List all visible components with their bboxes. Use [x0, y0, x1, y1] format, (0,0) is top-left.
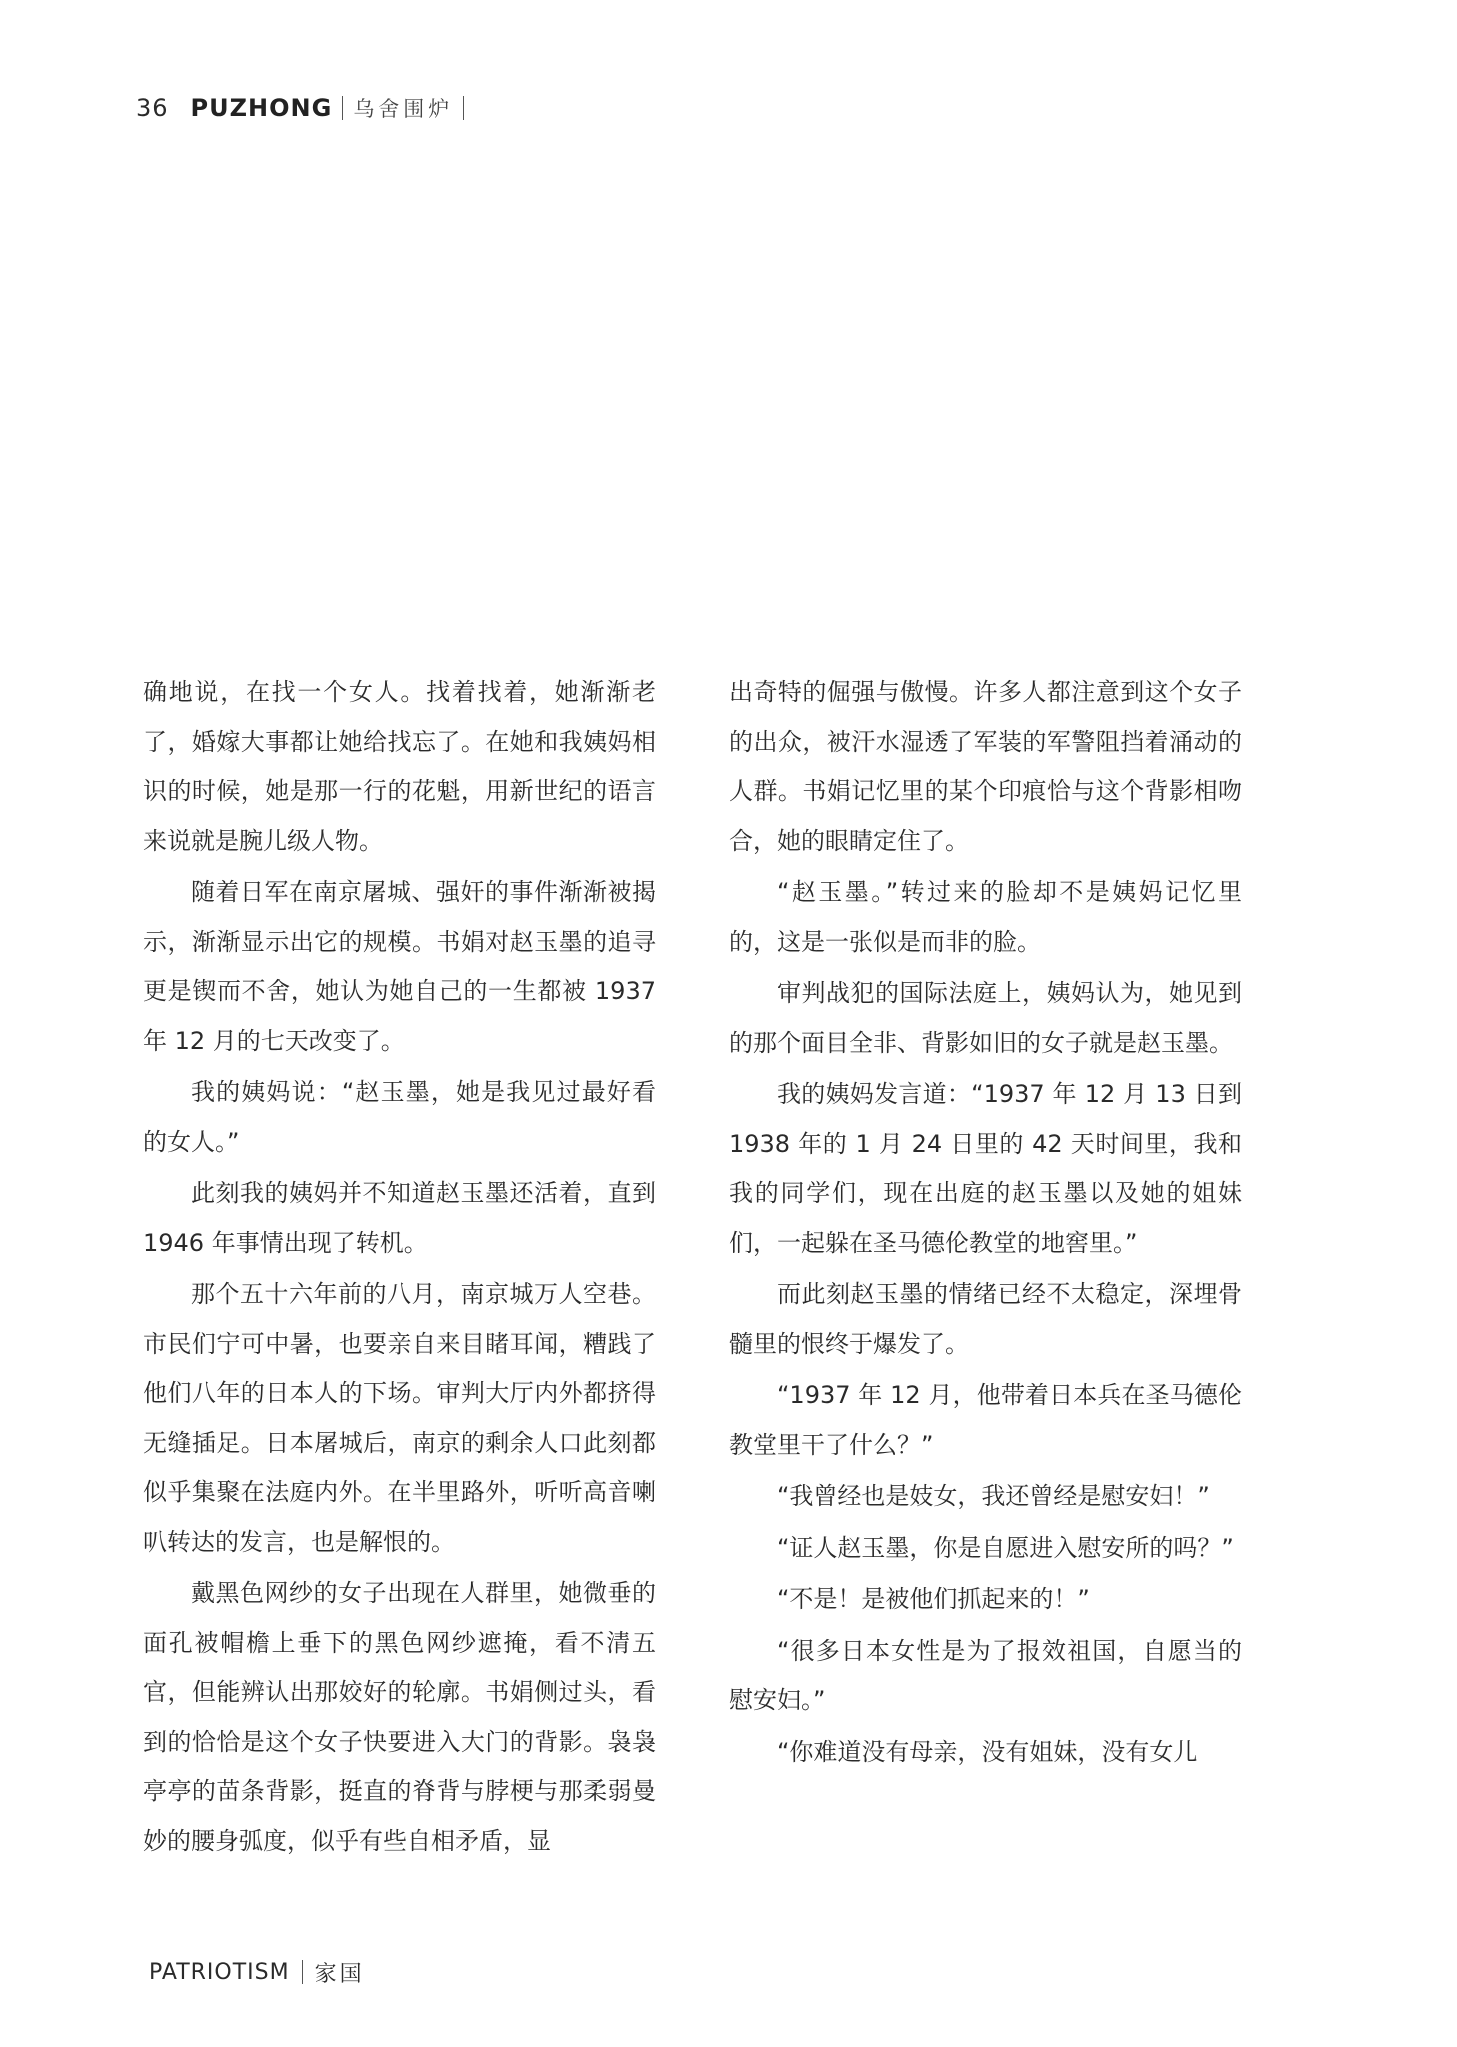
paragraph: 我的姨妈发言道：“1937 年 12 月 13 日到 1938 年的 1 月 24 日里的 42 天时间里，我和我的同学们，现在出庭的赵玉墨以及她的姐妹们，一起躲在圣马德伦教堂的地窖里。”: [729, 1080, 1242, 1257]
paragraph: 确地说，在找一个女人。找着找着，她渐渐老了，婚嫁大事都让她给找忘了。在她和我姨妈相识的时候，她是那一行的花魁，用新世纪的语言来说就是腕儿级人物。: [143, 678, 656, 855]
section-name: 乌舍围炉: [353, 97, 454, 121]
paragraph: 戴黑色网纱的女子出现在人群里，她微垂的面孔被帽檐上垂下的黑色网纱遮掩，看不清五官，但能辨认出那姣好的轮廓。书娟侧过头，看到的恰恰是这个女子快要进入大门的背影。袅袅亭亭的苗条背影，挺直的脊背与脖梗与那柔弱曼妙的腰身弧度，似乎有些自相矛盾，显: [143, 1579, 656, 1855]
paragraph: “证人赵玉墨，你是自愿进入慰安所的吗？”: [777, 1533, 1234, 1562]
paragraph: “不是！是被他们抓起来的！”: [777, 1585, 1090, 1613]
footer-divider: [302, 1960, 303, 1984]
magazine-name: PUZHONG: [190, 94, 333, 122]
page-header: [136, 88, 474, 128]
paragraph: 随着日军在南京屠城、强奸的事件渐渐被揭示，渐渐显示出它的规模。书娟对赵玉墨的追寻更是锲而不舍，她认为她自己的一生都被 1937 年 12 月的七天改变了。: [143, 878, 656, 1055]
text-column-right: [729, 668, 1242, 1779]
paragraph: “1937 年 12 月，他带着日本兵在圣马德伦教堂里干了什么？”: [729, 1381, 1242, 1459]
paragraph: 此刻我的姨妈并不知道赵玉墨还活着，直到 1946 年事情出现了转机。: [143, 1179, 656, 1257]
paragraph: “很多日本女性是为了报效祖国，自愿当的慰安妇。”: [729, 1636, 1242, 1714]
paragraph: “你难道没有母亲，没有姐妹，没有女儿: [777, 1737, 1198, 1766]
text-column-left: [143, 668, 656, 1868]
paragraph: “赵玉墨。”转过来的脸却不是姨妈记忆里的，这是一张似是而非的脸。: [729, 878, 1242, 956]
paragraph: 我的姨妈说：“赵玉墨，她是我见过最好看的女人。”: [143, 1078, 656, 1156]
paragraph: 那个五十六年前的八月，南京城万人空巷。市民们宁可中暑，也要亲自来目睹耳闻，糟践了他们八年的日本人的下场。审判大厅内外都挤得无缝插足。日本屠城后，南京的剩余人口此刻都似乎集聚在法庭内外。在半里路外，听听高音喇叭转达的发言，也是解恨的。: [143, 1280, 656, 1556]
footer-section-english: PATRIOTISM: [149, 1959, 290, 1985]
header-divider: [342, 96, 343, 120]
paragraph: 审判战犯的国际法庭上，姨妈认为，她见到的那个面目全非、背影如旧的女子就是赵玉墨。: [729, 979, 1242, 1057]
header-divider: [463, 96, 464, 120]
paragraph: “我曾经也是妓女，我还曾经是慰安妇！”: [777, 1482, 1210, 1510]
page-footer: [149, 1954, 365, 1990]
footer-section-chinese: 家国: [314, 1961, 365, 1987]
paragraph: 出奇特的倔强与傲慢。许多人都注意到这个女子的出众，被汗水湿透了军装的军警阻挡着涌动的人群。书娟记忆里的某个印痕恰与这个背影相吻合，她的眼睛定住了。: [729, 678, 1242, 855]
page-number: 36: [136, 94, 169, 122]
paragraph: 而此刻赵玉墨的情绪已经不太稳定，深埋骨髓里的恨终于爆发了。: [729, 1280, 1242, 1358]
